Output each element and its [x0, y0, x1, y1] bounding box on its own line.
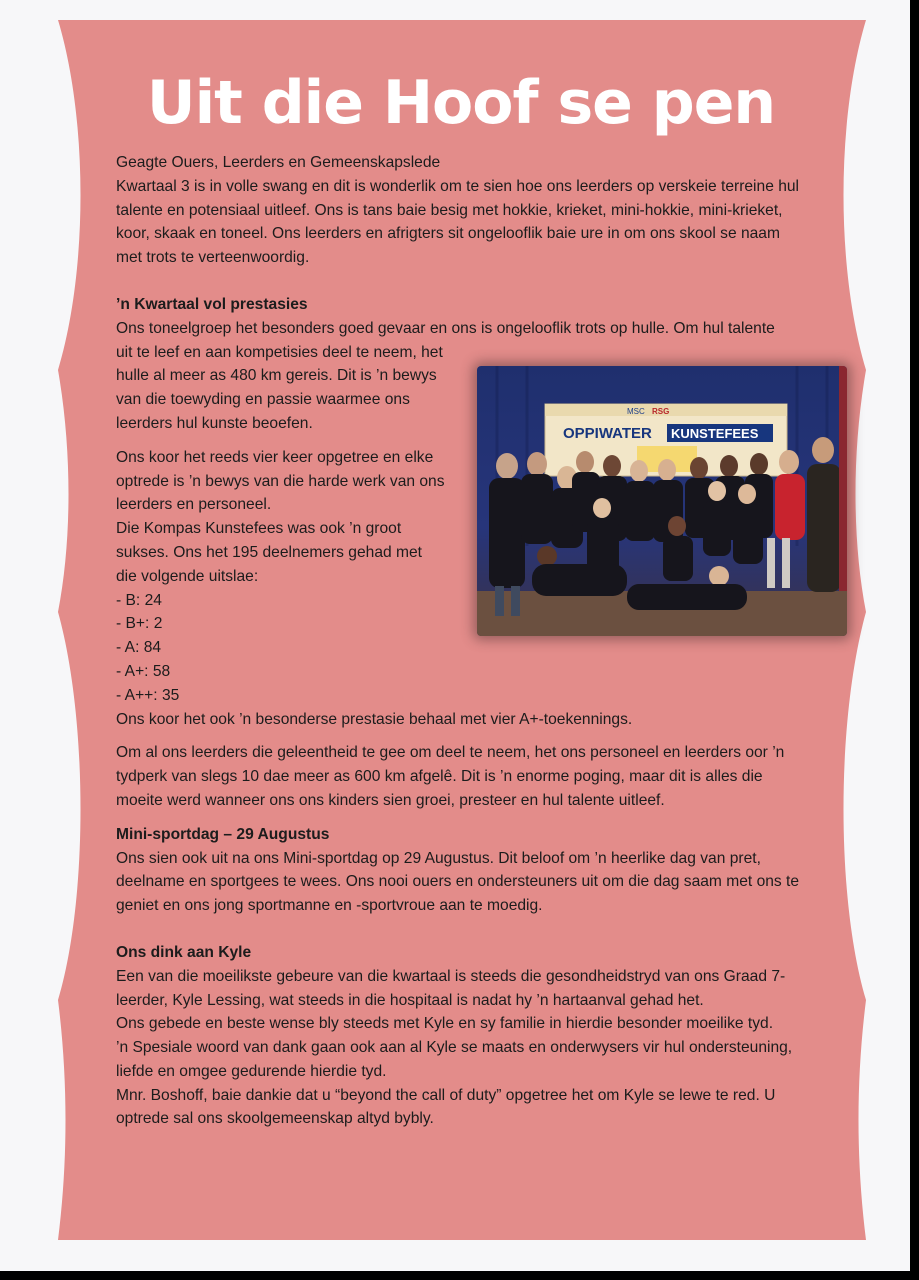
drama-paragraph-line1: Ons toneelgroep het besonders goed gevaar en ons is ongelooflik trots op hulle. Om hul talente	[116, 319, 775, 337]
kyle-paragraph-1: Een van die moeilikste gebeure van die kwartaal is steeds die gesondheidstryd van ons Graad 7-leerder, Kyle Lessing, wat steeds in die hospitaal is nadat hy ’n hartaanval gehad het.	[116, 967, 786, 1009]
banner-title-oppiwater: OPPIWATER	[563, 425, 652, 442]
travel-paragraph: Om al ons leerders die geleentheid te gee om deel te neem, het ons personeel en leerders oor ’n tydperk van slegs 10 dae meer as 600 km afgelê. Dit is ’n enorme poging, maar dit is alles die moeite werd wanneer ons ons kinders sien groei, presteer en hul talente uitleef.	[116, 744, 785, 809]
result-item-b: - B: 24	[116, 591, 162, 609]
drama-paragraph-rest: uit te leef en aan kompetisies deel te neem, het hulle al meer as 480 km gereis. Dit is ’n bewys van die toewyding en passie waarmee ons leerders hul kunste beoefen.	[116, 343, 443, 432]
result-item-a-plus: - A+: 58	[116, 662, 171, 680]
section-heading-achievements: ’n Kwartaal vol prestasies	[116, 295, 308, 313]
sponsor-msc-label: MSC	[627, 407, 645, 416]
group-photo	[477, 366, 847, 636]
section-heading-sports-day: Mini-sportdag – 29 Augustus	[116, 825, 330, 843]
sports-day-paragraph: Ons sien ook uit na ons Mini-sportdag op 29 Augustus. Dit beloof om ’n heerlike dag van pret, deelname en sportgees te wees. Ons nooi ouers en ondersteuners uit om die dag saam met ons te geniet en ons jong sportmanne en -sportvroue aan te moedig.	[116, 849, 800, 915]
intro-paragraph: Kwartaal 3 is in volle swang en dit is wonderlik om te sien hoe ons leerders op verskeie terreine hul talente en potensiaal uitleef. Ons is tans baie besig met hokkie, krieket, mini-hokkie, mini-krieket, koor, skaak en toneel. Ons leerders en afrigters sit ongelooflik baie ure in om ons skool se naam met trots te verteenwoordig.	[116, 177, 800, 267]
sponsor-rsg-label: RSG	[652, 407, 670, 416]
result-item-a: - A: 84	[116, 639, 162, 657]
group-photo-illustration	[477, 366, 847, 636]
article-body	[116, 151, 806, 1131]
result-item-b-plus: - B+: 2	[116, 615, 163, 633]
kyle-paragraph-4: Mnr. Boshoff, baie dankie dat u “beyond the call of duty” opgetree het om Kyle se lewe te red. U optrede sal ons skoolgemeenskap altyd bybly.	[116, 1086, 776, 1128]
choir-award-paragraph: Ons koor het ook ’n besonderse prestasie behaal met vier A+-toekennings.	[116, 710, 633, 728]
kyle-paragraph-2: Ons gebede en beste wense bly steeds met Kyle en sy familie in hierdie besonder moeilike tyd.	[116, 1015, 774, 1033]
kompas-paragraph: Die Kompas Kunstefees was ook ’n groot sukses. Ons het 195 deelnemers gehad met die volgende uitslae:	[116, 520, 422, 585]
result-item-a-plus-plus: - A++: 35	[116, 686, 180, 704]
banner-title-kunstefees: KUNSTEFEES	[671, 426, 759, 441]
greeting: Geagte Ouers, Leerders en Gemeenskapslede	[116, 154, 441, 171]
page-title: Uit die Hoof se pen	[146, 68, 776, 138]
choir-paragraph: Ons koor het reeds vier keer opgetree en elke optrede is ’n bewys van die harde werk van ons leerders en personeel.	[116, 448, 445, 514]
kyle-paragraph-3: ’n Spesiale woord van dank gaan ook aan al Kyle se maats en onderwysers vir hul ondersteuning, liefde en omgee gedurende hierdie tyd.	[116, 1039, 793, 1080]
section-heading-kyle: Ons dink aan Kyle	[116, 943, 252, 961]
